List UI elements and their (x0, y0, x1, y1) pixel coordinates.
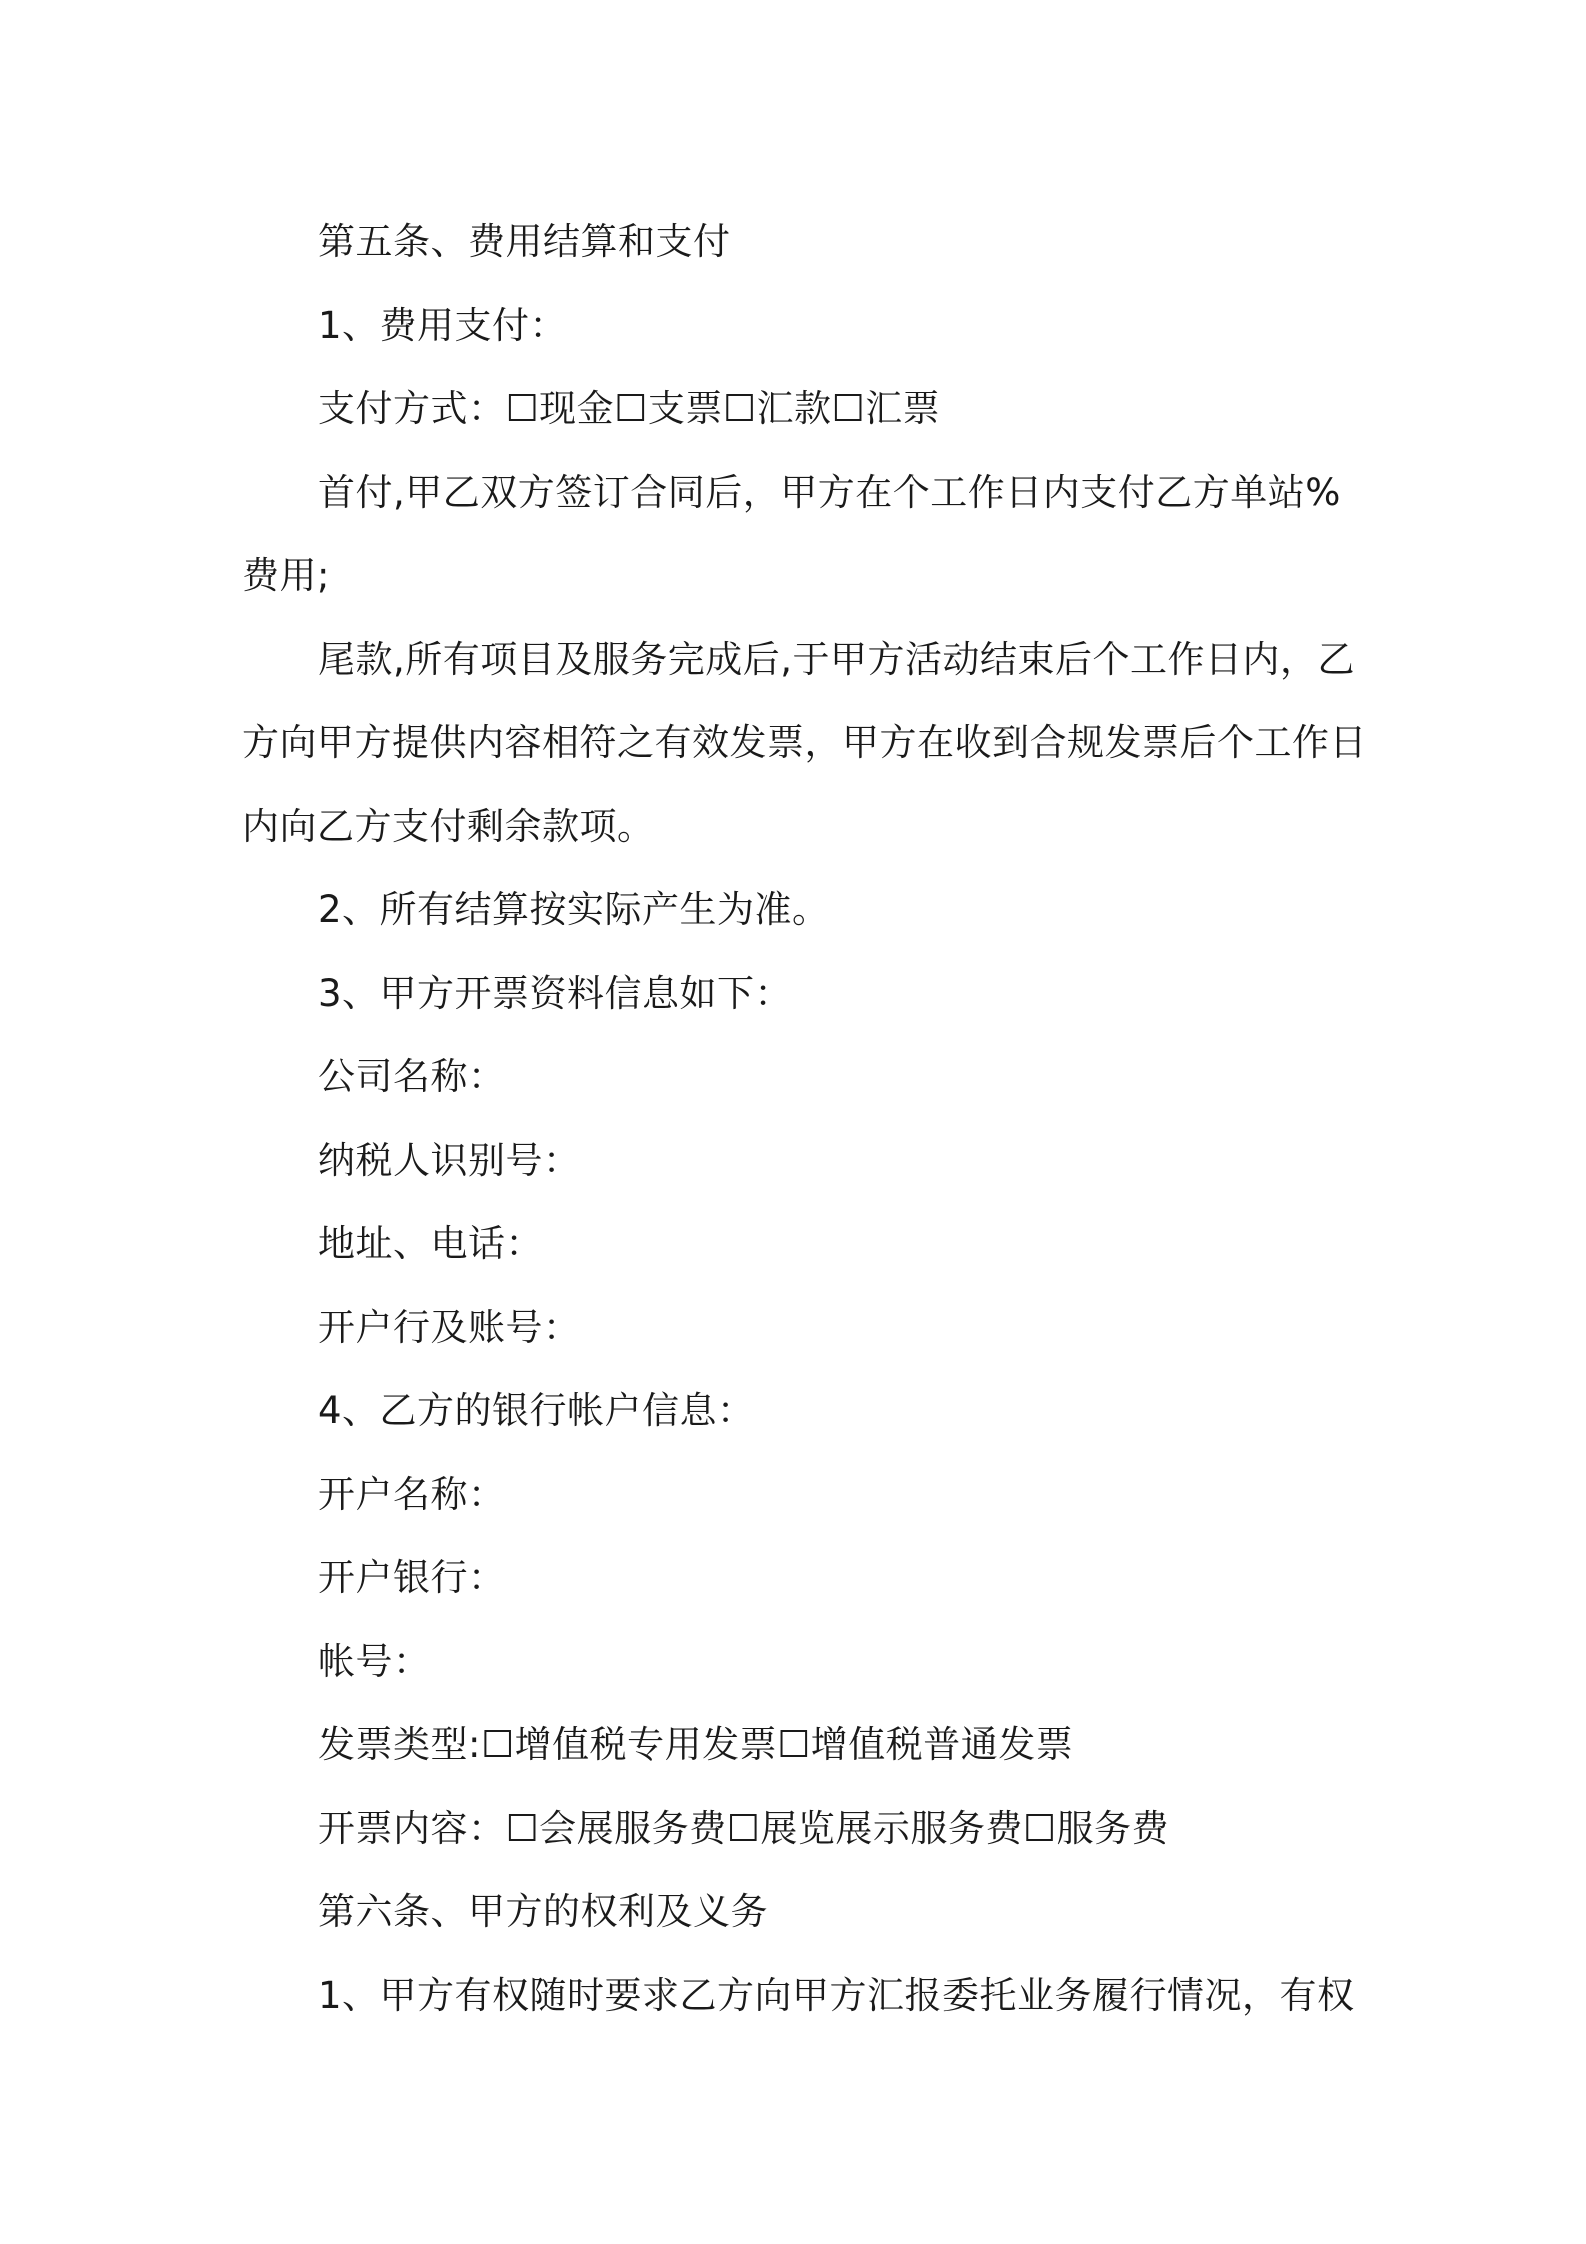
bank-account-field: 开户行及账号： (318, 1305, 581, 1349)
clause-1-heading: 1、费用支付： (318, 303, 568, 347)
address-phone-field: 地址、电话： (318, 1222, 543, 1265)
final-payment-line-cont-2: 内向乙方支付剩余款项。 (242, 804, 655, 848)
invoice-content-line: 开票内容：☐会展服务费☐展览展示服务费☐服务费 (318, 1806, 1170, 1850)
payment-method-line: 支付方式：☐现金☐支票☐汇款☐汇票 (318, 387, 941, 430)
final-payment-line-cont-1: 方向甲方提供内容相符之有效发票，甲方在收到合规发票后个工作日 (242, 721, 1367, 764)
first-payment-line-cont: 费用; (242, 554, 330, 597)
bank-name-field: 开户银行： (318, 1556, 506, 1599)
first-payment-line: 首付,甲乙双方签订合同后，甲方在个工作日内支付乙方单站% (318, 470, 1341, 514)
article-6-clause-1-line: 1、甲方有权随时要求乙方向甲方汇报委托业务履行情况，有权 (318, 1973, 1355, 2017)
company-name-field: 公司名称： (318, 1055, 506, 1098)
article-6-heading: 第六条、甲方的权利及义务 (318, 1890, 768, 1933)
document-body (242, 200, 1367, 2037)
invoice-type-line: 发票类型:☐增值税专用发票☐增值税普通发票 (318, 1723, 1074, 1766)
taxpayer-id-field: 纳税人识别号： (318, 1138, 581, 1182)
account-name-field: 开户名称： (318, 1472, 506, 1516)
final-payment-line: 尾款,所有项目及服务完成后,于甲方活动结束后个工作日内，乙 (318, 637, 1356, 681)
account-number-field: 帐号： (318, 1639, 431, 1683)
clause-3-heading: 3、甲方开票资料信息如下： (318, 971, 793, 1015)
clause-4-heading: 4、乙方的银行帐户信息： (318, 1389, 755, 1432)
clause-2-line: 2、所有结算按实际产生为准。 (318, 888, 830, 931)
article-5-heading: 第五条、费用结算和支付 (318, 220, 731, 263)
